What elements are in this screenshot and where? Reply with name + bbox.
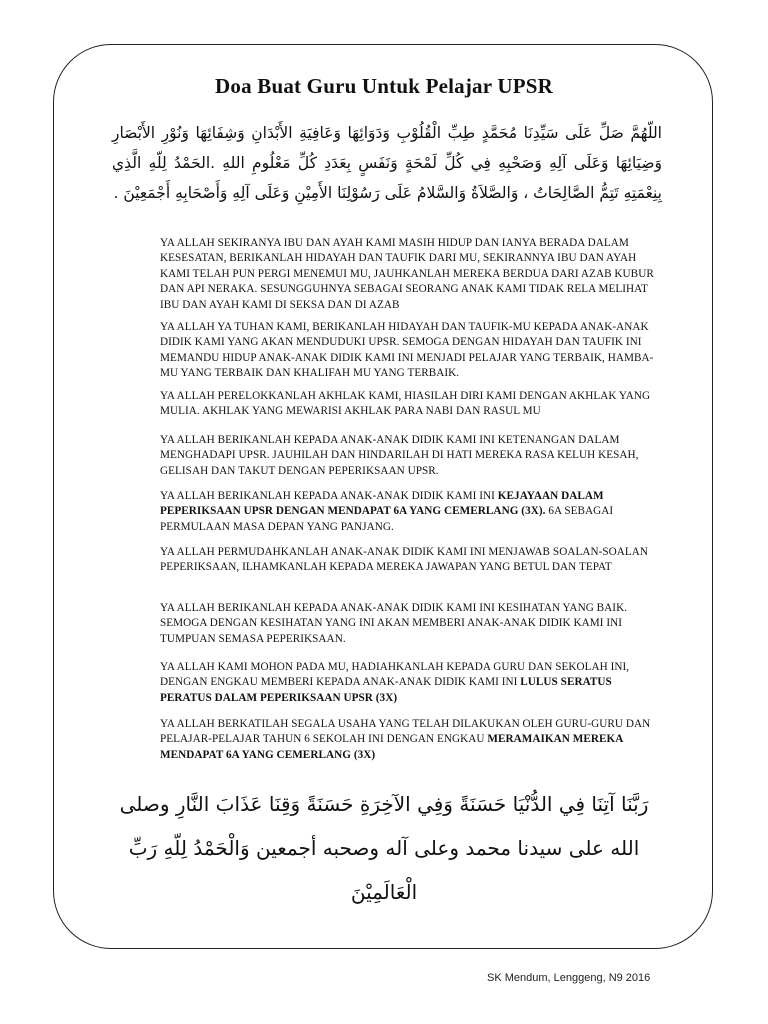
paragraph-bold-text: LULUS SERATUS PERATUS DALAM PEPERIKSAAN UPSR (3X) [160,676,612,704]
prayer-paragraph [112,545,660,576]
prayer-paragraph [112,601,660,647]
paragraph-text: YA ALLAH PERMUDAHKANLAH ANAK-ANAK DIDIK KAMI INI MENJAWAB SOALAN-SOALAN PEPERIKSAAN, ILHAMKANLAH KEPADA MEREKA JAWAPAN YANG BETUL DAN TEPAT [160,546,649,574]
prayer-paragraph [112,236,660,313]
paragraph-text: YA ALLAH BERIKANLAH KEPADA ANAK-ANAK DIDIK KAMI INI KETENANGAN DALAM MENGHADAPI UPSR. JAUHILAH DAN HINDARILAH DI HATI MEREKA RASA KELUH KESAH, GELISAH DAN TAKUT DENGAN PEPERIKSAAN UPSR. [160,434,639,477]
paragraph-text: YA ALLAH SEKIRANYA IBU DAN AYAH KAMI MASIH HIDUP DAN IANYA BERADA DALAM KESESATAN, BERIKANLAH HIDAYAH DAN TAUFIK DARI MU, SEKIRANNYA IBU DAN AYAH KAMI TELAH PUN PERGI MENEMUI MU, JAUHKANLAH MEREKA BERDUA DARI AZAB KUBUR DAN API NERAKA. SESUNGGUHNYA SEBAGAI SEORANG ANAK KAMI TIDAK RELA MELIHAT IBU DAN AYAH KAMI DI SEKSA DAN DI AZAB [160,237,654,311]
paragraph-text: YA ALLAH YA TUHAN KAMI, BERIKANLAH HIDAYAH DAN TAUFIK-MU KEPADA ANAK-ANAK DIDIK KAMI YANG AKAN MENDUDUKI UPSR. SEMOGA DENGAN HIDAYAH DAN TAUFIK INI MEMANDU HIDUP ANAK-ANAK DIDIK KAMI INI MENJADI PELAJAR YANG TERBAIK, HAMBA-MU YANG TERBAIK DAN KHALIFAH MU YANG TERBAIK. [160,321,654,380]
paragraph-text: YA ALLAH BERKATILAH SEGALA USAHA YANG TELAH DILAKUKAN OLEH GURU-GURU DAN PELAJAR-PELAJAR TAHUN 6 SEKOLAH INI DENGAN ENGKAU [160,718,651,746]
prayer-paragraph [112,320,660,382]
paragraph-text-after: 6A SEBAGAI PERMULAAN MASA DEPAN YANG PANJANG. [160,505,614,533]
paragraph-bold-text: MERAMAIKAN MEREKA MENDAPAT 6A YANG CEMERLANG (3X) [160,733,623,761]
paragraph-text: YA ALLAH KAMI MOHON PADA MU, HADIAHKANLAH KEPADA GURU DAN SEKOLAH INI, DENGAN ENGKAU MEMBERI KEPADA ANAK-ANAK DIDIK KAMI INI [160,661,630,689]
paragraph-text: YA ALLAH BERIKANLAH KEPADA ANAK-ANAK DIDIK KAMI INI [160,490,498,502]
page-title: Doa Buat Guru Untuk Pelajar UPSR [215,74,553,98]
paragraph-text: YA ALLAH PERELOKKANLAH AKHLAK KAMI, HIASILAH DIRI KAMI DENGAN AKHLAK YANG MULIA. AKHLAK YANG MEWARISI AKHLAK PARA NABI DAN RASUL MU [160,390,651,418]
prayer-paragraph [112,489,660,535]
prayer-paragraph [112,717,660,763]
footer-credit: SK Mendum, Lenggeng, N9 2016 [487,972,651,984]
prayer-paragraph [112,660,660,706]
prayer-paragraph [112,433,660,479]
arabic-closing-prayer: رَبَّنَا آتِنَا فِي الدُّنْيَا حَسَنَةً وَفِي الآخِرَةِ حَسَنَةً وَقِنَا عَذَابَ النَّارِ وصلى الله على سيدنا محمد وعلى آله وصحبه أجمعين وَالْحَمْدُ لِلّهِ رَبِّ الْعَالَمِيْنَ [119,792,649,904]
prayer-paragraph [112,389,660,420]
paragraph-bold-text: KEJAYAAN DALAM PEPERIKSAAN UPSR DENGAN MENDAPAT 6A YANG CEMERLANG (3X). [160,490,604,518]
paragraph-text: YA ALLAH BERIKANLAH KEPADA ANAK-ANAK DIDIK KAMI INI KESIHATAN YANG BAIK. SEMOGA DENGAN KESIHATAN YANG INI AKAN MEMBERI ANAK-ANAK DIDIK KAMI INI TUMPUAN SEMASA PEPERIKSAAN. [160,602,628,645]
arabic-opening-prayer: اللّهُمَّ صَلِّ عَلَى سَيِّدِنَا مُحَمَّدٍ طِبِّ الْقُلُوْبِ وَدَوَائِهَا وَعَافِيَةِ الأَبْدَانِ وَشِفَائِهَا وَنُوْرِ الأَبْصَارِ وَضِيَائِهَا وَعَلَى آلِهِ وَصَحْبِهِ فِي كُلِّ لَمْحَةٍ وَنَفَسٍ بِعَدَدِ كُلِّ مَعْلُومِ اللهِ .الحَمْدُ لِلّهِ الَّذِي بِنِعْمَتِهِ تَتِمُّ الصَّالِحَاتُ ، وَالصَّلاَةُ وَالسَّلامُ عَلَى رَسُوْلِنَا الأَمِيْنِ وَعَلَى آلِهِ وَأَصْحَابِهِ أَجْمَعِيْنَ . [112,124,662,202]
